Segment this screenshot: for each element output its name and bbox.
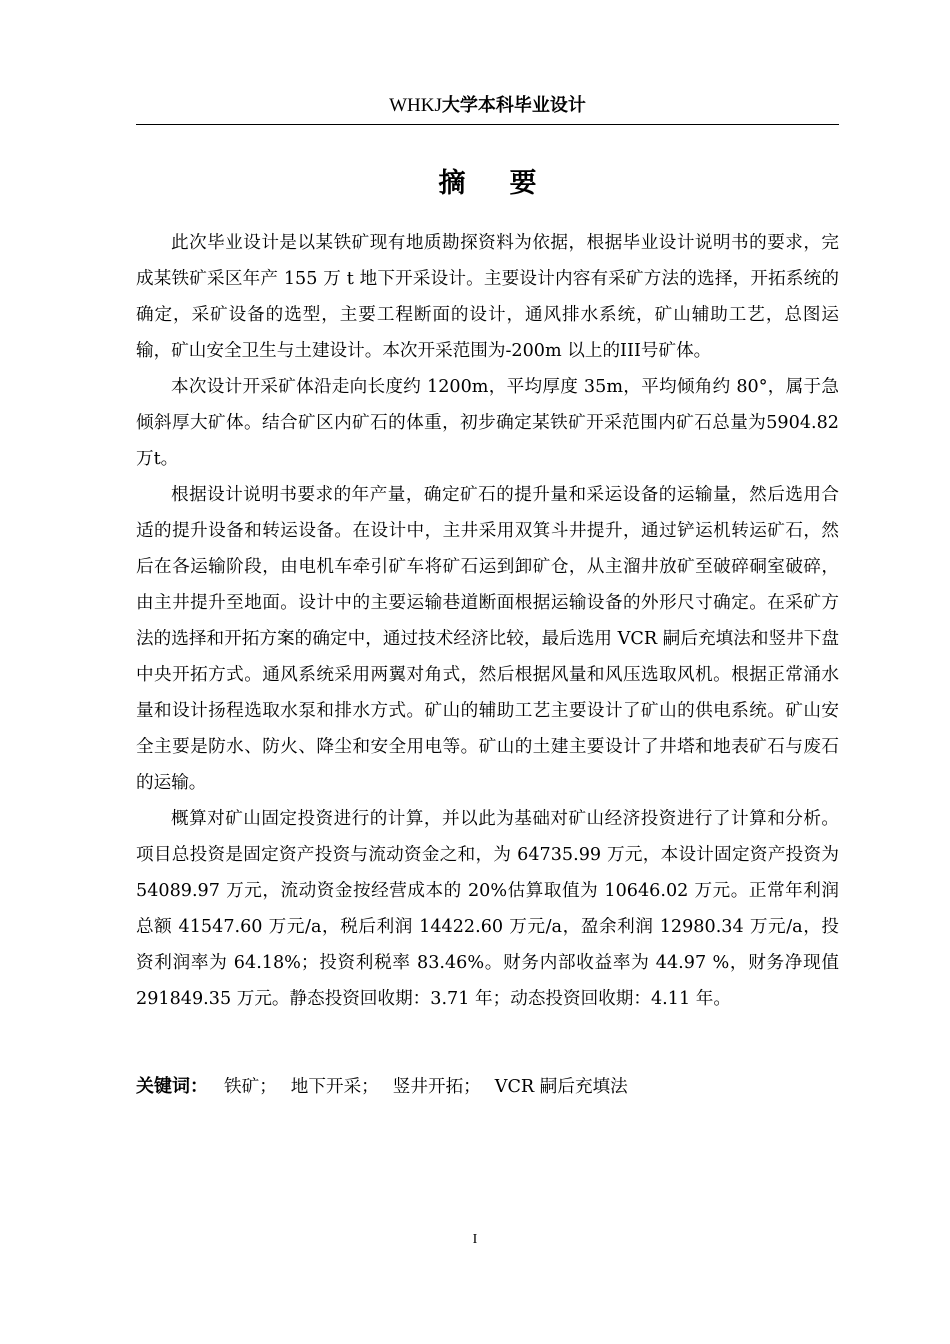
keywords-line — [136, 1069, 839, 1105]
page-number: I — [472, 1232, 478, 1247]
running-header — [136, 92, 839, 119]
abstract-paragraph-2: 本次设计开采矿体沿走向长度约 1200m，平均厚度 35m，平均倾角约 80°，属于急倾斜厚大矿体。结合矿区内矿石的体重，初步确定某铁矿开采范围内矿石总量为5904.82 万t。 — [136, 377, 839, 469]
abstract-paragraph-4: 概算对矿山固定投资进行的计算，并以此为基础对矿山经济投资进行了计算和分析。项目总投资是固定资产投资与流动资金之和，为 64735.99 万元，本设计固定资产投资为 54089.97 万元，流动资金按经营成本的 20%估算取值为 10646.02 万元。正常年利润总额 41547.60 万元/a，税后利润 14422.60 万元/a，盈余利润 12980.34 万元/a，投资利润率为 64.18%；投资利税率 83.46%。财务内部收益率为 44.97 %，财务净现值 291849.35 万元。静态投资回收期：3.71 年；动态投资回收期：4.11 年。 — [136, 809, 839, 1009]
keyword-item: 竖井开拓； — [392, 1077, 481, 1097]
abstract-paragraph-1: 此次毕业设计是以某铁矿现有地质勘探资料为依据，根据毕业设计说明书的要求，完成某铁矿采区年产 155 万 t 地下开采设计。主要设计内容有采矿方法的选择，开拓系统的确定，采矿设备的选型，主要工程断面的设计，通风排水系统，矿山辅助工艺，总图运输，矿山安全卫生与土建设计。本次开采范围为-200m 以上的III号矿体。 — [136, 233, 839, 361]
header-rule — [136, 124, 839, 125]
keyword-item: VCR 嗣后充填法 — [494, 1077, 628, 1097]
abstract-body — [136, 225, 839, 1017]
header-prefix: WHKJ — [389, 95, 442, 116]
keyword-item: 地下开采； — [290, 1077, 379, 1097]
header-title: 大学本科毕业设计 — [441, 95, 586, 116]
abstract-paragraph-3: 根据设计说明书要求的年产量，确定矿石的提升量和采运设备的运输量，然后选用合适的提升设备和转运设备。在设计中，主井采用双箕斗井提升，通过铲运机转运矿石，然后在各运输阶段，由电机车牵引矿车将矿石运到卸矿仓，从主溜井放矿至破碎硐室破碎，由主井提升至地面。设计中的主要运输巷道断面根据运输设备的外形尺寸确定。在采矿方法的选择和开拓方案的确定中，通过技术经济比较，最后选用 VCR 嗣后充填法和竖井下盘中央开拓方式。通风系统采用两翼对角式，然后根据风量和风压选取风机。根据正常涌水量和设计扬程选取水泵和排水方式。矿山的辅助工艺主要设计了矿山的供电系统。矿山安全主要是防水、防火、降尘和安全用电等。矿山的土建主要设计了井塔和地表矿石与废石的运输。 — [136, 485, 839, 793]
abstract-title: 摘要 — [438, 168, 581, 199]
keyword-item: 铁矿； — [224, 1077, 277, 1097]
keywords-label: 关键词： — [136, 1076, 208, 1097]
